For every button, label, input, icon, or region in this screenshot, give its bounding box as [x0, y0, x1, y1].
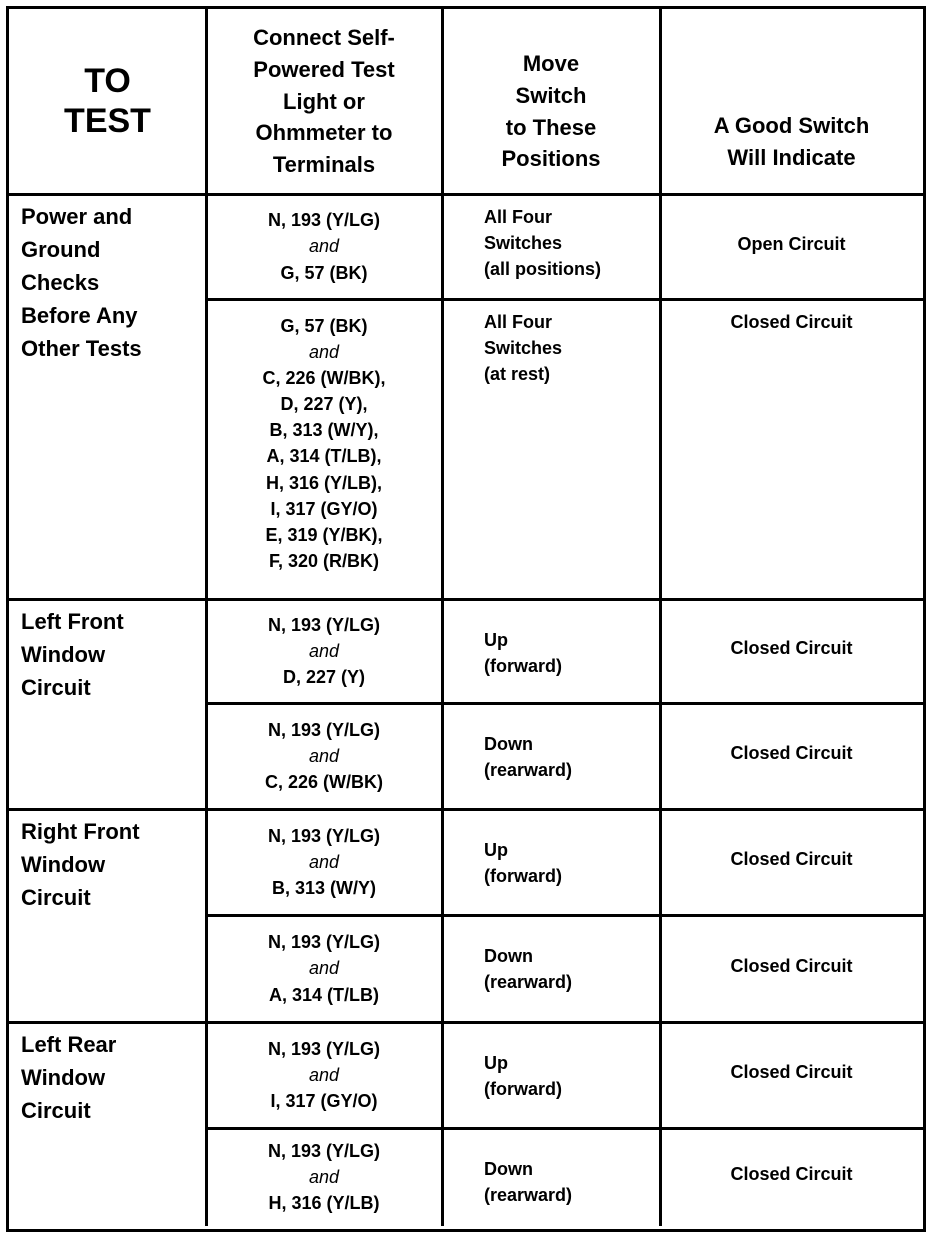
- and-conjunction: and: [308, 640, 340, 661]
- terminal-line: B, 313 (W/Y): [271, 878, 377, 899]
- and-conjunction: and: [308, 851, 340, 872]
- terminals-cell: [206, 809, 442, 915]
- terminals-cell: [206, 194, 442, 299]
- terminals-list: [268, 823, 380, 901]
- switch-position: All Four Switches (all positions): [484, 207, 601, 280]
- and-conjunction: and: [308, 236, 340, 257]
- terminal-line: I, 317 (GY/O): [270, 498, 378, 519]
- terminal-line: F, 320 (R/BK): [268, 550, 380, 571]
- switch-position: Down (rearward): [484, 946, 573, 993]
- terminals-list: [268, 207, 380, 285]
- terminals-cell: [206, 599, 442, 703]
- switch-position: Down (rearward): [484, 734, 573, 781]
- terminals-list: [268, 1138, 380, 1216]
- header-to-test: TO TEST: [64, 62, 151, 140]
- test-label: Left Rear Window Circuit: [21, 1032, 117, 1123]
- terminals-cell: [206, 915, 442, 1022]
- terminals-list: [265, 717, 383, 795]
- switch-position: Up (forward): [484, 1053, 562, 1100]
- and-conjunction: and: [308, 958, 340, 979]
- terminal-line: N, 193 (Y/LG): [267, 719, 380, 740]
- and-conjunction: and: [308, 745, 340, 766]
- terminal-line: G, 57 (BK): [280, 316, 368, 336]
- terminal-line: C, 226 (W/BK): [264, 772, 383, 793]
- and-conjunction: and: [308, 1064, 340, 1085]
- switch-position: Down (rearward): [484, 1159, 573, 1206]
- expected-result: Closed Circuit: [730, 955, 853, 976]
- terminal-line: I, 317 (GY/O): [270, 1091, 378, 1112]
- expected-result: Closed Circuit: [730, 1164, 853, 1184]
- terminal-line: A, 314 (T/LB): [268, 984, 379, 1005]
- terminal-line: H, 316 (Y/LB),: [265, 472, 383, 493]
- terminals-cell: [206, 299, 442, 599]
- expected-result: Closed Circuit: [730, 638, 853, 658]
- switch-test-table: [6, 6, 926, 1232]
- terminals-list: [268, 1036, 380, 1114]
- terminal-line: D, 227 (Y): [282, 667, 366, 688]
- terminals-list: [268, 612, 380, 690]
- header-connect-terminals: Connect Self- Powered Test Light or Ohmmeter to Terminals: [253, 24, 395, 178]
- expected-result: Closed Circuit: [730, 743, 853, 763]
- test-label: Left Front Window Circuit: [21, 609, 124, 700]
- terminal-line: E, 319 (Y/BK),: [265, 524, 383, 545]
- terminal-line: B, 313 (W/Y),: [269, 420, 379, 441]
- terminal-line: D, 227 (Y),: [280, 394, 368, 415]
- expected-result: Closed Circuit: [730, 1062, 853, 1082]
- test-label: Power and Ground Checks Before Any Other Tests: [21, 204, 142, 361]
- terminals-list: [268, 929, 380, 1007]
- terminal-line: N, 193 (Y/LG): [267, 614, 381, 635]
- terminal-line: H, 316 (Y/LB): [268, 1193, 380, 1214]
- terminal-line: N, 193 (Y/LG): [267, 825, 381, 846]
- switch-position: Up (forward): [484, 840, 562, 887]
- test-label: Right Front Window Circuit: [21, 819, 140, 910]
- terminal-line: N, 193 (Y/LG): [267, 1140, 381, 1161]
- header-good-switch: A Good Switch Will Indicate: [713, 112, 870, 170]
- terminals-cell: [206, 703, 442, 809]
- expected-result: Open Circuit: [737, 233, 846, 254]
- terminals-cell: [206, 1128, 442, 1226]
- switch-position: Up (forward): [484, 630, 562, 677]
- and-conjunction: and: [308, 342, 340, 363]
- terminals-cell: [206, 1022, 442, 1128]
- terminals-list: [206, 313, 442, 574]
- switch-position: All Four Switches (at rest): [484, 312, 563, 385]
- terminal-line: N, 193 (Y/LG): [267, 932, 381, 953]
- terminal-line: A, 314 (T/LB),: [266, 446, 382, 467]
- header-move-switch: Move Switch to These Positions: [501, 50, 601, 172]
- terminal-line: N, 193 (Y/LG): [267, 1038, 381, 1059]
- terminal-line: G, 57 (BK): [280, 262, 368, 283]
- terminal-line: N, 193 (Y/LG): [267, 210, 381, 231]
- expected-result: Closed Circuit: [730, 312, 853, 332]
- expected-result: Closed Circuit: [730, 849, 853, 869]
- terminal-line: C, 226 (W/BK),: [262, 368, 386, 389]
- and-conjunction: and: [308, 1166, 340, 1187]
